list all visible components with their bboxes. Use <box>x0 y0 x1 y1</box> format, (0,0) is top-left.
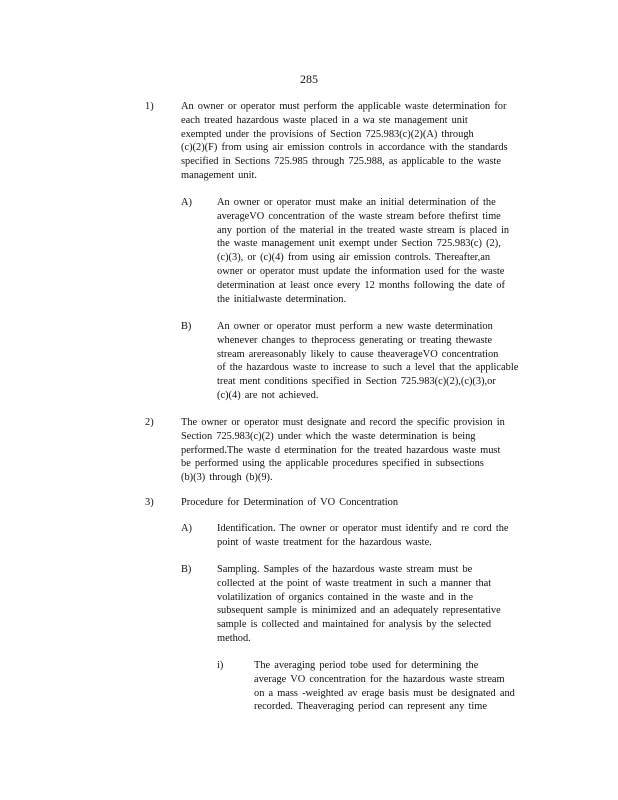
text-line: An owner or operator must perform a new waste determination <box>217 321 493 332</box>
item-label-3b-i: i) <box>217 660 224 671</box>
text-line: the waste management unit exempt under Section 725.983(c) (2), <box>217 238 501 250</box>
text-line: sample is collected and maintained for analysis by the selected <box>217 619 492 631</box>
text-line: Identification. The owner or operator must identify and re cord the <box>217 523 509 534</box>
text-line: collected at the point of waste treatment in such a manner that <box>217 577 492 589</box>
text-line: any portion of the material in the treated waste stream is placed in <box>217 224 510 236</box>
text-line: volatilization of organics contained in the waste and in the <box>217 591 473 603</box>
text-line: subsequent sample is minimized and an adequately representative <box>217 605 501 617</box>
text-line: treat ment conditions specified in Section 725.983(c)(2),(c)(3),or <box>217 376 496 388</box>
text-line: whenever changes to theprocess generating or treating thewaste <box>217 334 493 346</box>
text-line: on a mass -weighted av erage basis must be designated and <box>254 687 515 699</box>
text-line: The owner or operator must designate and record the specific provision in <box>181 417 505 428</box>
item-text-1b <box>217 320 535 403</box>
text-line: Procedure for Determination of VO Concentration <box>181 497 399 508</box>
item-text-2 <box>181 416 541 485</box>
text-line: be performed using the applicable procedures specified in subsections <box>181 458 484 470</box>
item-text-3 <box>181 496 541 510</box>
text-line: stream arereasonably likely to cause theaverageVO concentration <box>217 348 499 360</box>
item-text-3b-i <box>254 659 534 714</box>
text-line: (b)(3) through (b)(9). <box>181 472 273 484</box>
text-line: point of waste treatment for the hazardous waste. <box>217 536 432 548</box>
page-number: 285 <box>300 72 318 86</box>
text-line: average VO concentration for the hazardous waste stream <box>254 673 505 685</box>
text-line: An owner or operator must make an initial determination of the <box>217 197 496 208</box>
text-line: (c)(4) are not achieved. <box>217 389 319 401</box>
text-line: exempted under the provisions of Section 725.983(c)(2)(A) through <box>181 128 474 140</box>
item-label-3a: A) <box>181 523 192 534</box>
text-line: specified in Sections 725.985 through 725.988, as applicable to the waste <box>181 156 502 168</box>
item-text-1 <box>181 100 541 183</box>
text-line: The averaging period tobe used for determining the <box>254 660 479 671</box>
text-line: performed.The waste d etermination for the treated hazardous waste must <box>181 444 501 456</box>
text-line: Section 725.983(c)(2) under which the waste determination is being <box>181 430 476 442</box>
text-line: of the hazardous waste to increase to such a level that the applicable <box>217 362 519 374</box>
text-line: (c)(3), or (c)(4) from using air emission controls. Thereafter,an <box>217 252 491 264</box>
item-text-1a <box>217 196 535 306</box>
item-label-3: 3) <box>145 497 154 508</box>
text-line: (c)(2)(F) from using air emission controls in accordance with the standards <box>181 142 508 154</box>
text-line: management unit. <box>181 169 257 181</box>
item-label-1a: A) <box>181 197 192 208</box>
item-label-3b: B) <box>181 564 192 575</box>
item-label-2: 2) <box>145 417 154 428</box>
text-line: Sampling. Samples of the hazardous waste stream must be <box>217 564 473 575</box>
text-line: method. <box>217 632 251 644</box>
item-label-1: 1) <box>145 101 154 112</box>
text-line: owner or operator must update the information used for the waste <box>217 265 505 277</box>
text-line: the initialwaste determination. <box>217 293 347 305</box>
text-line: An owner or operator must perform the applicable waste determination for <box>181 101 507 112</box>
text-line: each treated hazardous waste placed in a wa ste management unit <box>181 114 468 126</box>
text-line: determination at least once every 12 months following the date of <box>217 279 505 291</box>
item-text-3b <box>217 563 535 646</box>
text-line: averageVO concentration of the waste stream before thefirst time <box>217 210 501 222</box>
item-text-3a <box>217 522 537 550</box>
text-line: recorded. Theaveraging period can represent any time <box>254 701 487 713</box>
item-label-1b: B) <box>181 321 192 332</box>
